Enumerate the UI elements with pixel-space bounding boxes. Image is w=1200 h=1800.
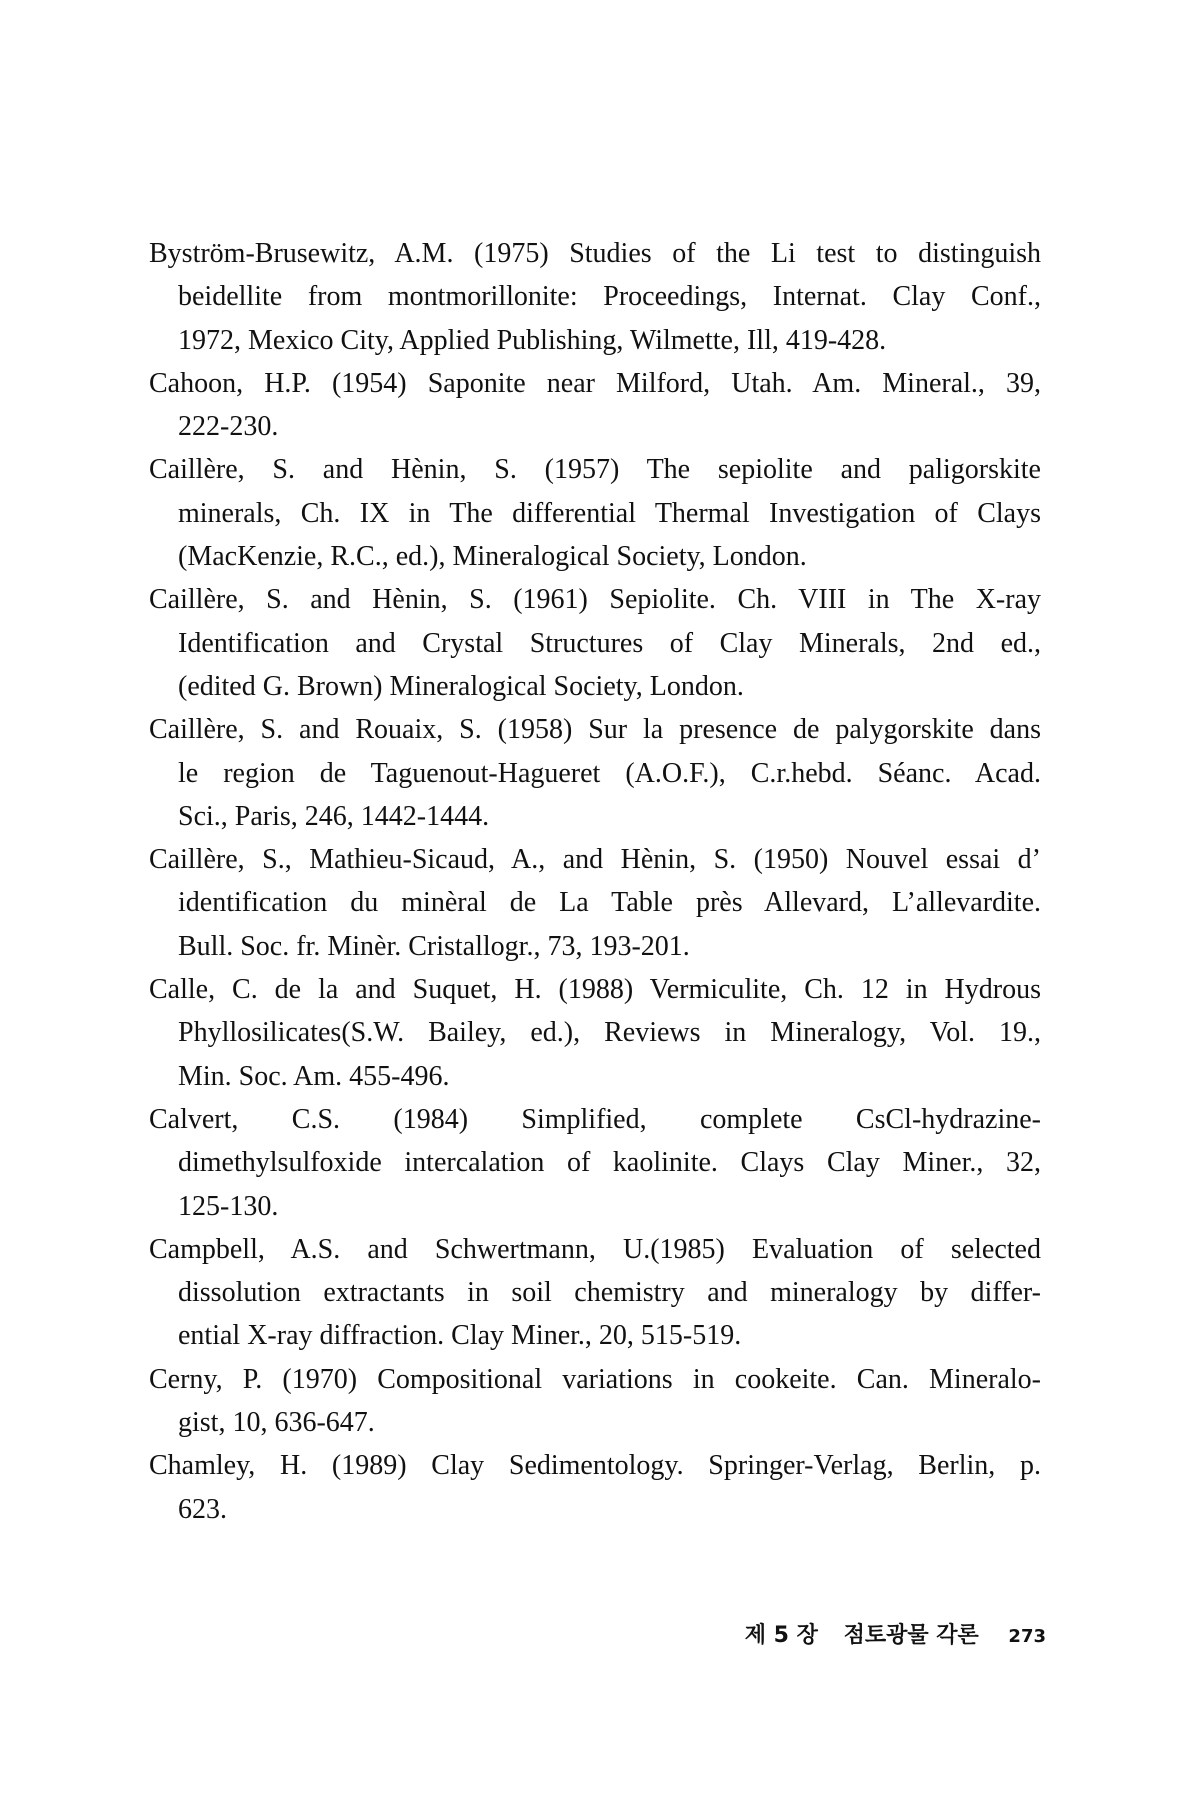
reference-line: Cerny, P. (1970) Compositional variations in cookeite. Can. Mineralo- <box>149 1363 1041 1395</box>
page-footer <box>727 1618 1046 1649</box>
reference-line: 1972, Mexico City, Applied Publishing, Wilmette, Ill, 419-428. <box>178 324 887 356</box>
reference-line: Caillère, S., Mathieu-Sicaud, A., and Hènin, S. (1950) Nouvel essai d’ <box>149 844 1041 876</box>
reference-entry <box>149 1444 1041 1531</box>
reference-line: ential X-ray diffraction. Clay Miner., 20, 515-519. <box>178 1320 742 1352</box>
reference-line: Calle, C. de la and Suquet, H. (1988) Vermiculite, Ch. 12 in Hydrous <box>149 974 1041 1006</box>
reference-line: Cahoon, H.P. (1954) Saponite near Milford, Utah. Am. Mineral., 39, <box>149 367 1041 399</box>
reference-entry <box>149 838 1041 968</box>
reference-entry <box>149 362 1041 449</box>
reference-line: 623. <box>178 1493 227 1525</box>
reference-line: gist, 10, 636-647. <box>178 1407 375 1439</box>
reference-line: Chamley, H. (1989) Clay Sedimentology. Springer-Verlag, Berlin, p. <box>149 1450 1041 1482</box>
reference-entry <box>149 1098 1041 1228</box>
reference-line: Min. Soc. Am. 455-496. <box>178 1060 450 1092</box>
reference-line: Phyllosilicates(S.W. Bailey, ed.), Reviews in Mineralogy, Vol. 19., <box>178 1017 1041 1049</box>
reference-line: le region de Taguenout-Hagueret (A.O.F.), C.r.hebd. Séanc. Acad. <box>178 757 1041 789</box>
reference-line: beidellite from montmorillonite: Proceedings, Internat. Clay Conf., <box>178 281 1041 313</box>
reference-line: Bull. Soc. fr. Minèr. Cristallogr., 73, 193-201. <box>178 930 690 962</box>
reference-line: Campbell, A.S. and Schwertmann, U.(1985) Evaluation of selected <box>149 1233 1041 1265</box>
reference-line: Caillère, S. and Hènin, S. (1957) The sepiolite and paligorskite <box>149 454 1041 486</box>
reference-entry <box>149 968 1041 1098</box>
reference-line: dimethylsulfoxide intercalation of kaolinite. Clays Clay Miner., 32, <box>178 1147 1041 1179</box>
reference-line: Sci., Paris, 246, 1442-1444. <box>178 800 490 832</box>
chapter-label: 제 5 장 <box>744 1623 818 1648</box>
reference-line: Identification and Crystal Structures of Clay Minerals, 2nd ed., <box>178 627 1041 659</box>
reference-entry <box>149 1358 1041 1445</box>
reference-entry <box>149 232 1041 362</box>
reference-line: 222-230. <box>178 411 279 443</box>
reference-entry <box>149 578 1041 708</box>
reference-entry <box>149 448 1041 578</box>
page-number: 273 <box>1008 1626 1046 1647</box>
reference-entry <box>149 708 1041 838</box>
reference-line: (MacKenzie, R.C., ed.), Mineralogical Society, London. <box>178 541 807 573</box>
reference-line: Caillère, S. and Hènin, S. (1961) Sepiolite. Ch. VIII in The X-ray <box>149 584 1041 616</box>
reference-line: Calvert, C.S. (1984) Simplified, complete CsCl-hydrazine- <box>149 1103 1041 1135</box>
reference-line: minerals, Ch. IX in The differential Thermal Investigation of Clays <box>178 497 1041 529</box>
chapter-title: 점토광물 각론 <box>843 1623 979 1648</box>
reference-entry <box>149 1228 1041 1358</box>
reference-list <box>149 232 1041 1531</box>
reference-line: (edited G. Brown) Mineralogical Society, London. <box>178 670 744 702</box>
reference-line: dissolution extractants in soil chemistry and mineralogy by differ- <box>178 1277 1041 1309</box>
reference-line: identification du minèral de La Table près Allevard, L’allevardite. <box>178 887 1041 919</box>
reference-line: Caillère, S. and Rouaix, S. (1958) Sur la presence de palygorskite dans <box>149 714 1041 746</box>
reference-line: Byström-Brusewitz, A.M. (1975) Studies of the Li test to distinguish <box>149 238 1041 269</box>
reference-line: 125-130. <box>178 1190 279 1222</box>
